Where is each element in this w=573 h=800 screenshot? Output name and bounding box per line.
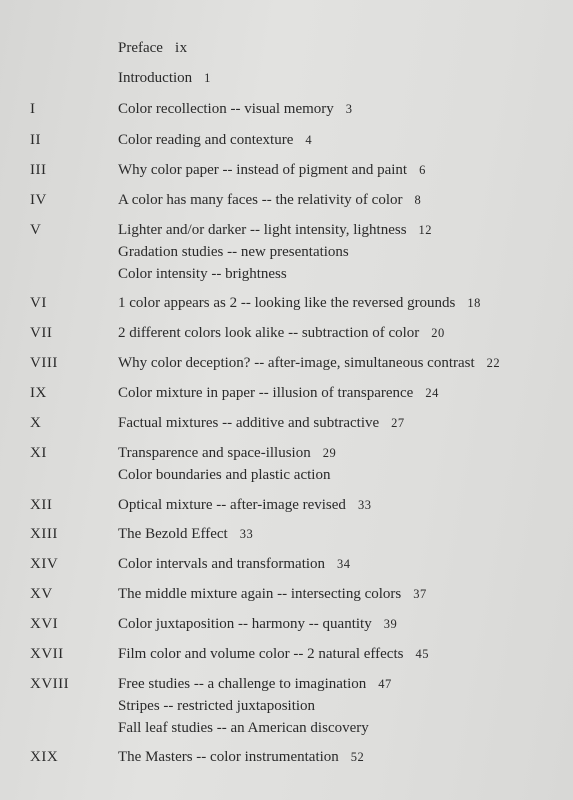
toc-entry-subtitle: Gradation studies -- new presentations — [118, 244, 349, 260]
toc-page-number: 52 — [350, 750, 365, 764]
toc-page-number: 18 — [467, 296, 481, 310]
chapter-numeral: VI — [30, 295, 47, 311]
chapter-numeral: X — [30, 415, 42, 431]
toc-entry-title: The middle mixture again -- intersecting colors 37 — [118, 586, 427, 602]
chapter-numeral: XIX — [30, 749, 59, 765]
toc-entry-title: Free studies -- a challenge to imagination 47 — [118, 676, 392, 692]
chapter-numeral: XI — [30, 445, 47, 461]
toc-entry-title: Lighter and/or darker -- light intensity, lightness 12 — [118, 222, 433, 238]
toc-entry-subtitle: Color intensity -- brightness — [118, 266, 287, 282]
toc-entry-title: Color recollection -- visual memory 3 — [118, 101, 353, 117]
chapter-numeral: IX — [30, 385, 47, 401]
chapter-numeral: II — [30, 132, 41, 148]
toc-page-number: 22 — [486, 356, 501, 370]
chapter-numeral: VIII — [30, 355, 58, 371]
toc-page-number: 20 — [431, 326, 445, 340]
chapter-numeral: XIV — [30, 556, 59, 572]
toc-entry-title: Film color and volume color -- 2 natural effects 45 — [118, 646, 429, 662]
chapter-numeral: V — [30, 222, 42, 238]
chapter-numeral: XV — [30, 586, 53, 602]
chapter-numeral: VII — [30, 325, 53, 341]
toc-entry-title: Introduction 1 — [118, 70, 211, 86]
toc-entry-title: The Bezold Effect 33 — [118, 526, 254, 542]
toc-entry-title: Preface ix — [118, 40, 188, 56]
chapter-numeral: XVI — [30, 616, 59, 632]
toc-page-number: 33 — [357, 498, 372, 512]
toc-page-number: 34 — [337, 557, 351, 571]
toc-entry-subtitle: Stripes -- restricted juxtaposition — [118, 698, 316, 714]
chapter-numeral: III — [30, 162, 47, 178]
toc-page-number: 29 — [322, 446, 337, 460]
toc-entry-title: 1 color appears as 2 -- looking like the reversed grounds 18 — [118, 295, 481, 311]
chapter-numeral: XIII — [30, 526, 58, 542]
toc-entry-title: Why color deception? -- after-image, simultaneous contrast 22 — [118, 355, 501, 371]
toc-page-number: 37 — [413, 587, 427, 601]
toc-entry-title: Why color paper -- instead of pigment and paint 6 — [118, 162, 426, 178]
toc-page-number: 33 — [239, 527, 254, 541]
toc-entry-subtitle: Fall leaf studies -- an American discovery — [118, 720, 369, 736]
toc-entry-title: Color juxtaposition -- harmony -- quantity 39 — [118, 616, 398, 632]
toc-page-number: 24 — [425, 386, 439, 400]
toc-entry-title: Color mixture in paper -- illusion of transparence 24 — [118, 385, 439, 401]
toc-page-number: 47 — [378, 677, 392, 691]
chapter-numeral: XVII — [30, 646, 64, 662]
toc-page-number: 6 — [419, 163, 426, 177]
chapter-numeral: XII — [30, 497, 53, 513]
toc-entry-title: Transparence and space-illusion 29 — [118, 445, 337, 461]
toc-entry-title: The Masters -- color instrumentation 52 — [118, 749, 365, 765]
toc-page-number: 27 — [391, 416, 405, 430]
toc-page-number: 45 — [415, 647, 429, 661]
toc-entry-title: 2 different colors look alike -- subtraction of color 20 — [118, 325, 445, 341]
toc-page-number: 3 — [345, 102, 353, 116]
toc-page-number: 4 — [305, 133, 313, 147]
chapter-numeral: I — [30, 101, 36, 117]
toc-entry-title: Color intervals and transformation 34 — [118, 556, 351, 572]
toc-page-number: ix — [174, 40, 188, 56]
toc-page-number: 12 — [418, 223, 433, 237]
toc-entry-title: Color reading and contexture 4 — [118, 132, 313, 148]
toc-entry-title: Optical mixture -- after-image revised 33 — [118, 497, 372, 513]
toc-entry-title: A color has many faces -- the relativity of color 8 — [118, 192, 422, 208]
chapter-numeral: XVIII — [30, 676, 70, 692]
toc-page-number: 8 — [414, 193, 422, 207]
toc-page-number: 39 — [383, 617, 398, 631]
toc-page-number: 1 — [204, 71, 211, 85]
toc-entry-title: Factual mixtures -- additive and subtractive 27 — [118, 415, 405, 431]
chapter-numeral: IV — [30, 192, 47, 208]
toc-entry-subtitle: Color boundaries and plastic action — [118, 467, 331, 483]
